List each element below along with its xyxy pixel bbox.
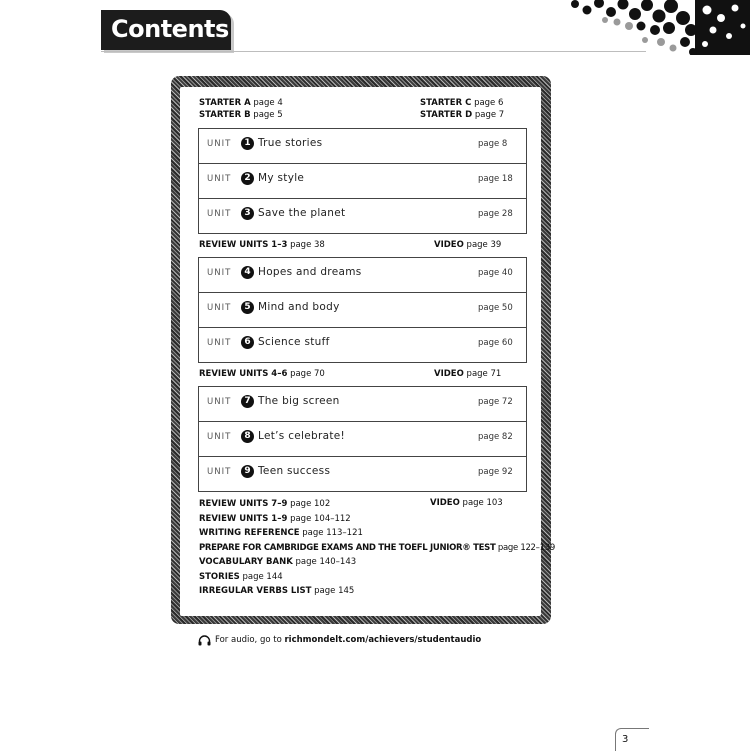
starter-d[interactable]: STARTER D page 7 — [420, 110, 505, 120]
unit-title: Teen success — [258, 465, 331, 477]
review-units-7-9[interactable]: REVIEW UNITS 7–9 page 102 — [199, 499, 331, 509]
unit-page: page 92 — [478, 467, 513, 477]
unit-group-1-3 — [198, 128, 527, 234]
unit-group-7-9 — [198, 386, 527, 492]
unit-page: page 28 — [478, 209, 513, 219]
starter-b[interactable]: STARTER B page 5 — [199, 110, 283, 120]
unit-number-badge: 5 — [241, 301, 254, 314]
unit-title: Mind and body — [258, 301, 340, 313]
unit-number-badge: 4 — [241, 266, 254, 279]
unit-row[interactable] — [199, 258, 526, 293]
audio-prefix: For audio, go to — [215, 635, 282, 645]
unit-title: The big screen — [258, 395, 340, 407]
halftone-dots-decoration — [545, 0, 750, 55]
unit-row[interactable] — [199, 457, 526, 491]
video-2[interactable]: VIDEO page 71 — [434, 369, 502, 379]
unit-row[interactable] — [199, 164, 526, 199]
contents-panel — [180, 87, 555, 616]
writing-reference[interactable]: WRITING REFERENCE page 113–121 — [199, 528, 363, 538]
unit-label: UNIT — [207, 467, 232, 477]
unit-row[interactable] — [199, 387, 526, 422]
unit-page: page 18 — [478, 174, 513, 184]
page-number: 3 — [622, 734, 629, 745]
unit-row[interactable] — [199, 199, 526, 233]
unit-label: UNIT — [207, 397, 232, 407]
headphones-icon — [198, 635, 211, 646]
unit-title: Save the planet — [258, 207, 346, 219]
review-units-1-3[interactable]: REVIEW UNITS 1–3 page 38 — [199, 240, 325, 250]
video-3[interactable]: VIDEO page 103 — [430, 498, 503, 508]
unit-label: UNIT — [207, 174, 232, 184]
unit-number-badge: 2 — [241, 172, 254, 185]
review-units-4-6[interactable]: REVIEW UNITS 4–6 page 70 — [199, 369, 325, 379]
stories[interactable]: STORIES page 144 — [199, 572, 283, 582]
unit-number-badge: 6 — [241, 336, 254, 349]
unit-title: Science stuff — [258, 336, 330, 348]
unit-label: UNIT — [207, 139, 232, 149]
vocabulary-bank[interactable]: VOCABULARY BANK page 140–143 — [199, 557, 357, 567]
unit-number-badge: 8 — [241, 430, 254, 443]
unit-page: page 72 — [478, 397, 513, 407]
unit-title: Let’s celebrate! — [258, 430, 346, 442]
unit-row[interactable] — [199, 293, 526, 328]
prepare-for-exams[interactable]: PREPARE FOR CAMBRIDGE EXAMS AND THE TOEFL JUNIOR® TEST page 122–139 — [199, 543, 555, 553]
unit-label: UNIT — [207, 432, 232, 442]
contents-frame — [171, 76, 555, 624]
unit-number-badge: 3 — [241, 207, 254, 220]
unit-page: page 60 — [478, 338, 513, 348]
unit-number-badge: 1 — [241, 137, 254, 150]
unit-page: page 50 — [478, 303, 513, 313]
starter-a[interactable]: STARTER A page 4 — [199, 98, 283, 108]
contents-title-tab — [101, 10, 231, 50]
unit-number-badge: 9 — [241, 465, 254, 478]
unit-title: My style — [258, 172, 305, 184]
unit-page: page 82 — [478, 432, 513, 442]
title-underline — [101, 51, 646, 52]
unit-page: page 40 — [478, 268, 513, 278]
unit-page: page 8 — [478, 139, 508, 149]
unit-label: UNIT — [207, 338, 232, 348]
page-number-tab — [615, 728, 649, 751]
page-title: Contents — [111, 15, 229, 43]
audio-note — [215, 635, 481, 645]
unit-row[interactable] — [199, 328, 526, 362]
irregular-verbs-list[interactable]: IRREGULAR VERBS LIST page 145 — [199, 586, 355, 596]
audio-link[interactable]: richmondelt.com/achievers/studentaudio — [284, 635, 482, 645]
video-1[interactable]: VIDEO page 39 — [434, 240, 502, 250]
starter-c[interactable]: STARTER C page 6 — [420, 98, 504, 108]
unit-row[interactable] — [199, 129, 526, 164]
unit-label: UNIT — [207, 303, 232, 313]
unit-label: UNIT — [207, 268, 232, 278]
unit-label: UNIT — [207, 209, 232, 219]
unit-row[interactable] — [199, 422, 526, 457]
unit-title: Hopes and dreams — [258, 266, 362, 278]
unit-group-4-6 — [198, 257, 527, 363]
unit-title: True stories — [258, 137, 323, 149]
review-units-1-9[interactable]: REVIEW UNITS 1–9 page 104–112 — [199, 514, 351, 524]
unit-number-badge: 7 — [241, 395, 254, 408]
